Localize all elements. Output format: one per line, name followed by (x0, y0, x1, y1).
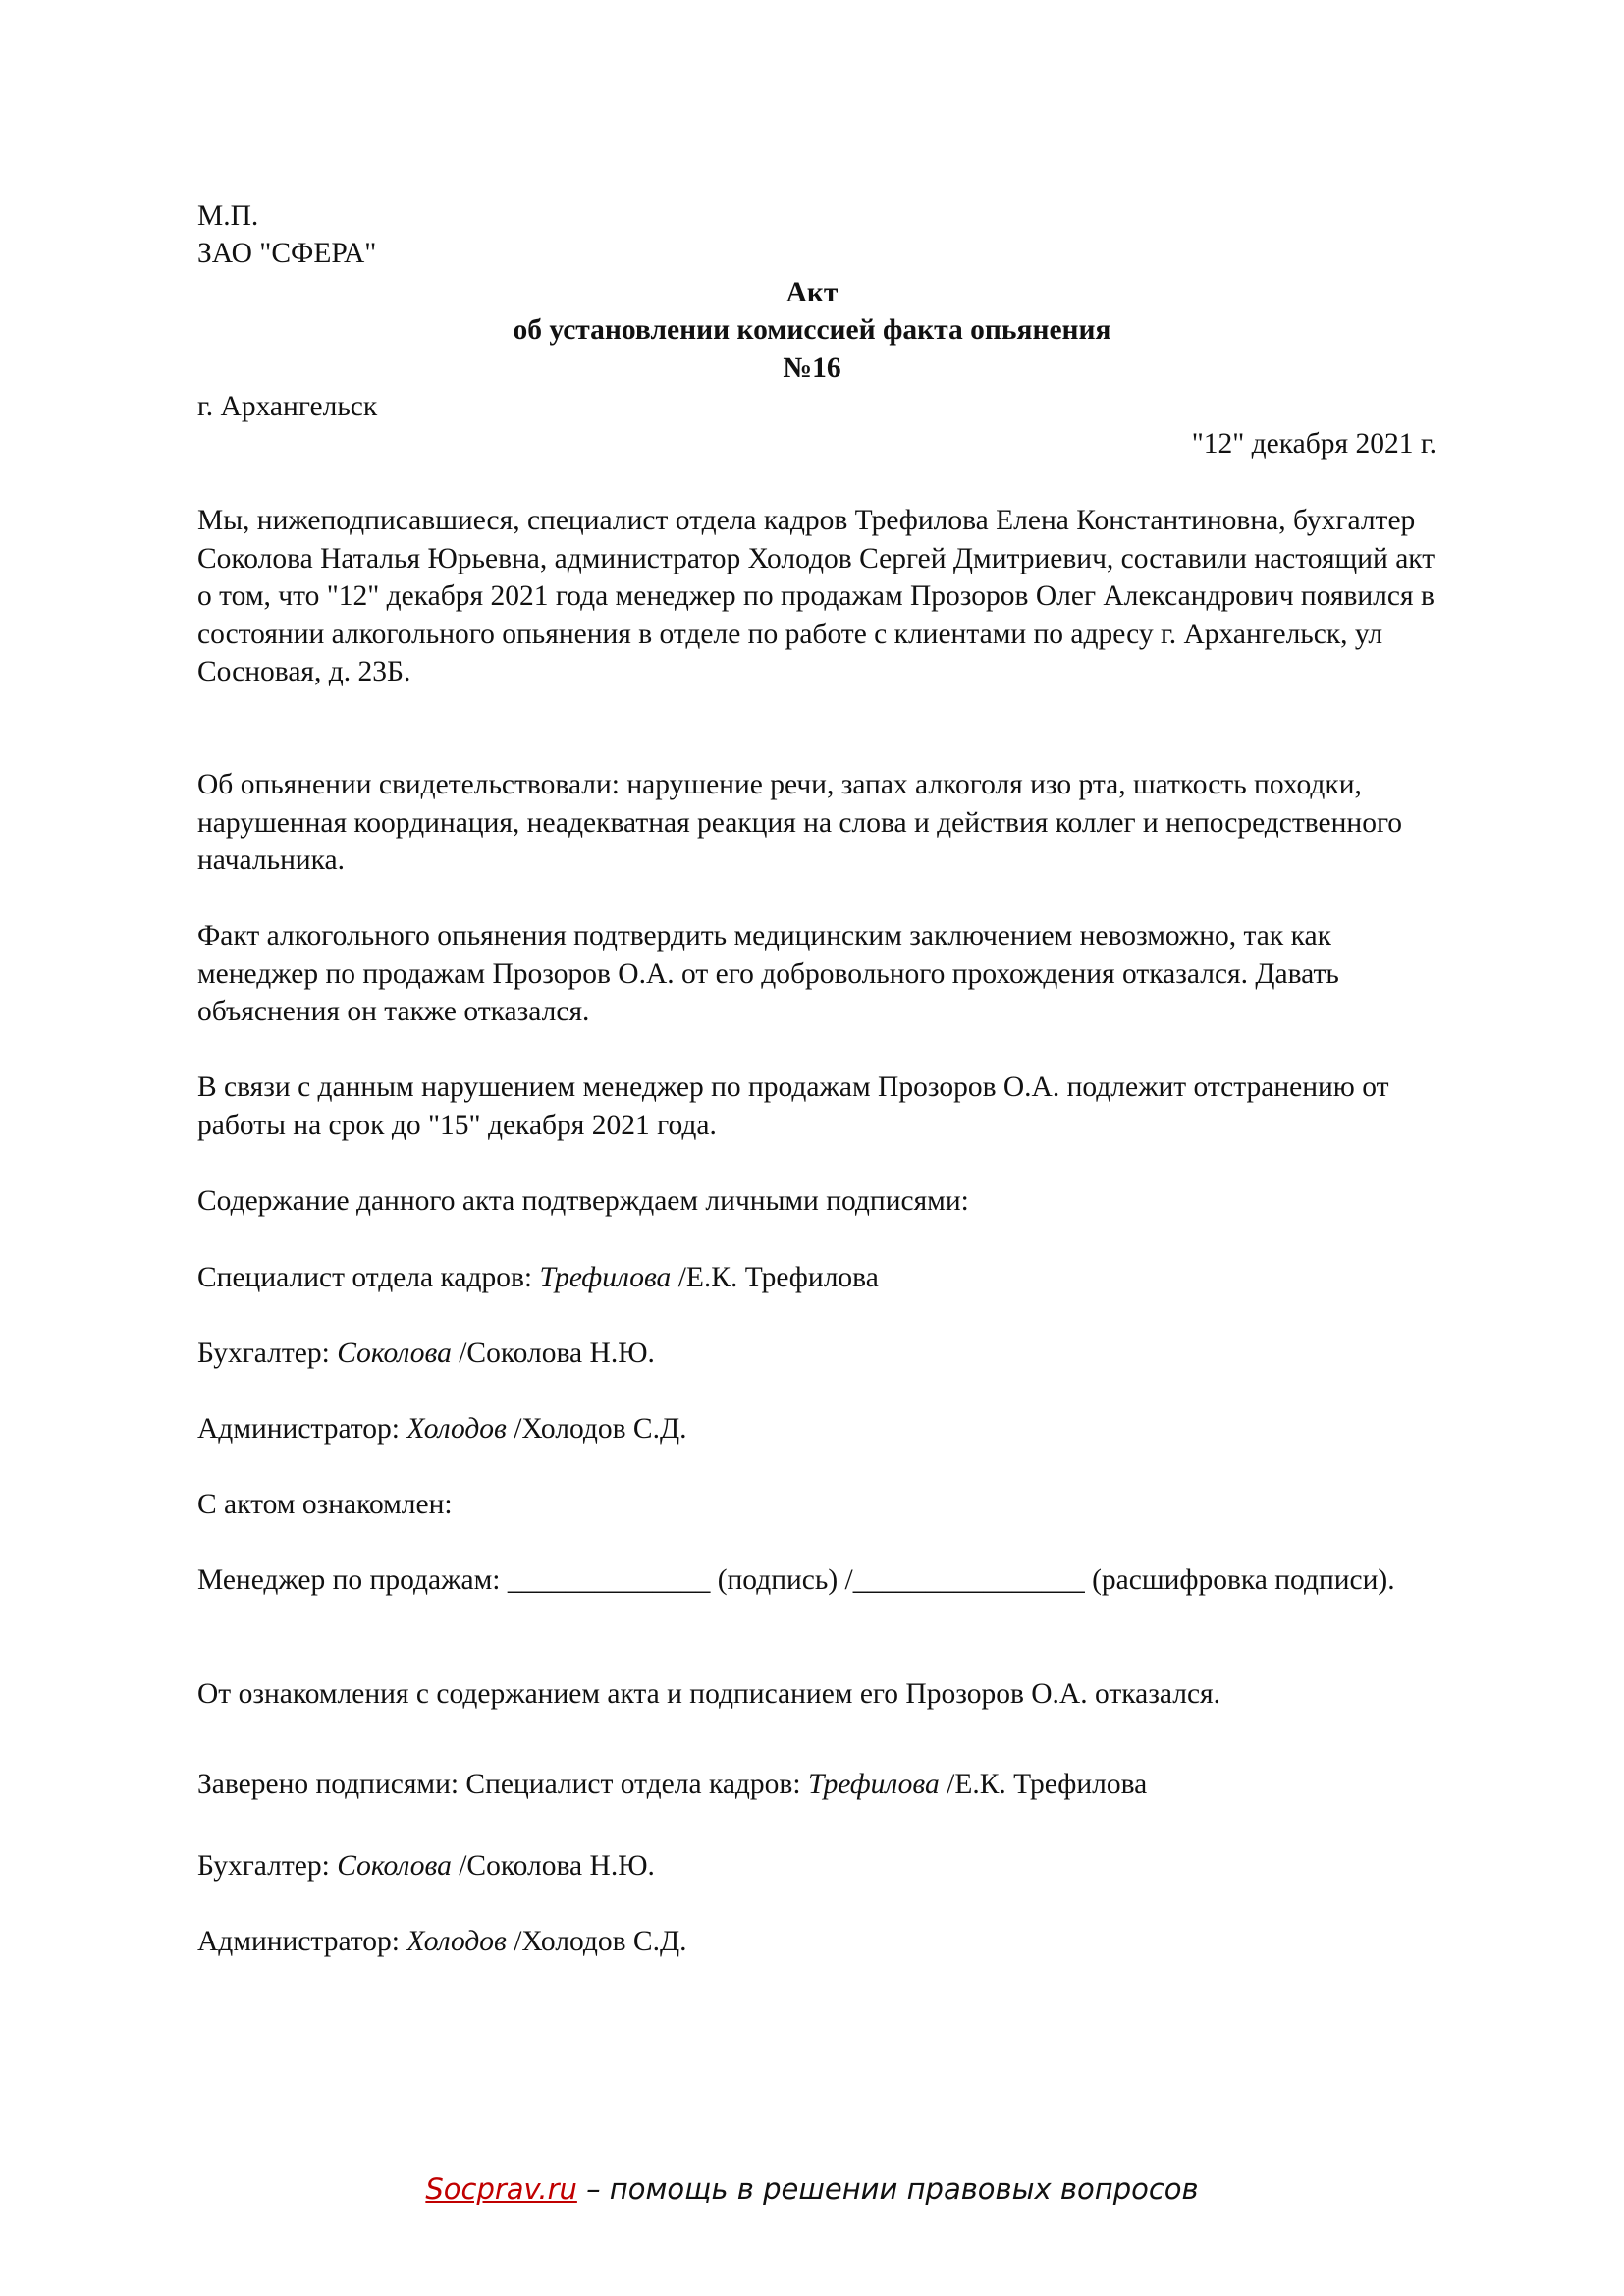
signature-line (197, 1923, 686, 1960)
signature-line (197, 1259, 879, 1296)
refusal-text: От ознакомления с содержанием акта и подписанием его Прозоров О.А. отказался. (197, 1678, 1220, 1710)
company-name: ЗАО "СФЕРА" (197, 238, 377, 269)
signature-line (197, 1847, 655, 1885)
paragraph-1: Мы, нижеподписавшиеся, специалист отдела кадров Трефилова Елена Константиновна, бухгалтер Соколова Наталья Юрьевна, администратор Холодов Сергей Дмитриевич, составили настоящий акт о том, что "12" декабря 2021 года менеджер по продажам Прозоров Олег Александрович появился в состоянии алкогольного опьянения в отделе по работе с клиентами по адресу г. Архангельск, ул Сосновая, д. 23Б. (197, 505, 1435, 687)
doc-number: №16 (783, 353, 841, 384)
signature-line (197, 1335, 655, 1372)
signature-role: Администратор: (197, 1926, 407, 1957)
signature-line (197, 1410, 686, 1448)
paragraph-4: В связи с данным нарушением менеджер по продажам Прозоров О.А. подлежит отстранению от работы на срок до "15" декабря 2021 года. (197, 1071, 1389, 1141)
paragraph-3: Факт алкогольного опьянения подтвердить медицинским заключением невозможно, так как менеджер по продажам Прозоров О.А. от его добровольного прохождения отказался. Давать объяснения он также отказался. (197, 920, 1339, 1027)
signature-role: Администратор: (197, 1413, 407, 1445)
paragraph-2: Об опьянении свидетельствовали: нарушение речи, запах алкоголя изо рта, шаткость походки, нарушенная координация, неадекватная реакция на слова и действия коллег и непосредственного начальника. (197, 769, 1403, 876)
acquainted-label: С актом ознакомлен: (197, 1489, 453, 1520)
signature-name: /Соколова Н.Ю. (451, 1850, 655, 1882)
footer-brand-link[interactable]: Socprav.ru (425, 2172, 577, 2206)
signature-handwritten: Трефилова (539, 1262, 672, 1293)
signature-role: Бухгалтер: (197, 1850, 338, 1882)
signature-name: /Соколова Н.Ю. (451, 1338, 655, 1369)
stamp-mark: М.П. (197, 200, 259, 232)
doc-title: Акт (785, 277, 839, 308)
signature-role: Заверено подписями: Специалист отдела кадров: (197, 1769, 808, 1800)
signature-name: /Е.К. Трефилова (939, 1769, 1148, 1800)
signature-handwritten: Трефилова (807, 1769, 940, 1800)
signature-handwritten: Холодов (406, 1413, 507, 1445)
signature-name: /Холодов С.Д. (506, 1926, 687, 1957)
signature-handwritten: Холодов (406, 1926, 507, 1957)
signature-handwritten: Соколова (337, 1850, 452, 1882)
signature-role: Специалист отдела кадров: (197, 1262, 540, 1293)
place: г. Архангельск (197, 391, 378, 422)
doc-subtitle: об установлении комиссией факта опьянения (513, 314, 1111, 346)
footer (0, 2170, 1624, 2208)
signature-role: Бухгалтер: (197, 1338, 338, 1369)
doc-date: "12" декабря 2021 г. (1191, 428, 1436, 460)
signature-name: /Холодов С.Д. (506, 1413, 687, 1445)
manager-signature-line: Менеджер по продажам: ______________ (подпись) /________________ (расшифровка подписи). (197, 1564, 1395, 1596)
signature-handwritten: Соколова (337, 1338, 452, 1369)
paragraph-5: Содержание данного акта подтверждаем личными подписями: (197, 1185, 969, 1217)
signature-name: /Е.К. Трефилова (671, 1262, 879, 1293)
signature-line (197, 1766, 1147, 1803)
footer-tagline: – помощь в решении правовых вопросов (576, 2172, 1199, 2206)
